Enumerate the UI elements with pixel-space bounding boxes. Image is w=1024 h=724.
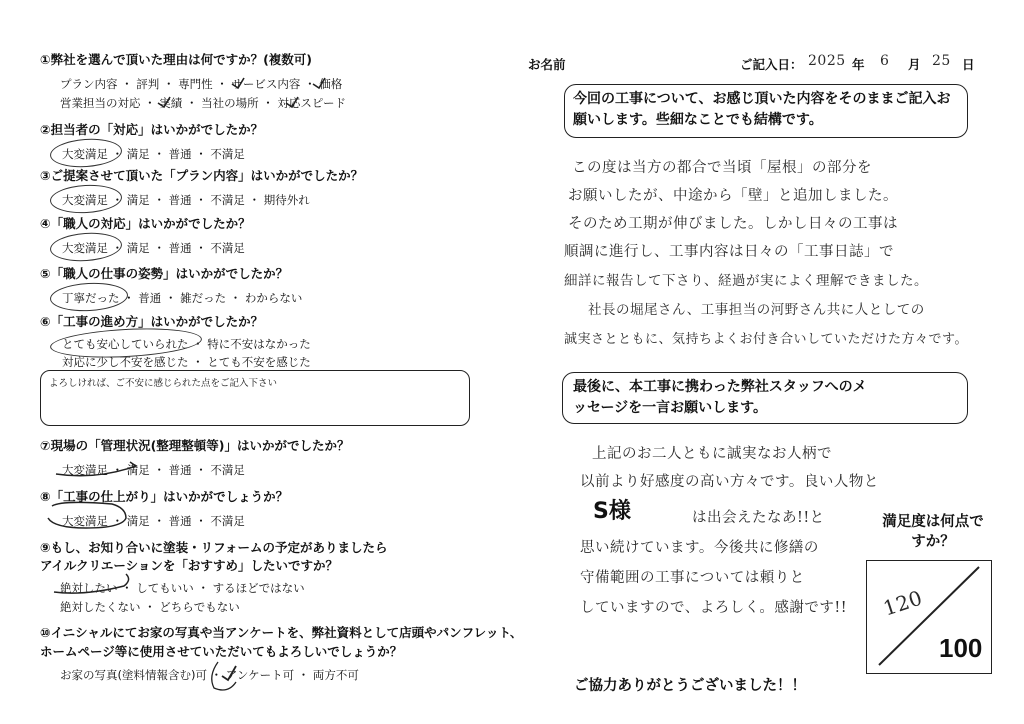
q7-title: ⑦現場の「管理状況(整理整頓等)」はいかがでしたか？ [40,438,350,453]
q3-title: ③ご提案させて頂いた「プラン内容」はいかがでしたか？ [40,168,364,183]
handwritten-line: 順調に進行し、工事内容は日々の「工事日誌」で [564,244,894,260]
score-box [866,560,992,674]
message-prompt-box [562,372,968,424]
comment-prompt-text: 今回の工事について、お感じ頂いた内容をそのままご記入お願いします。些細なことでも結構です。 [573,91,951,128]
q5-answer-circle [49,281,128,313]
name-label: お名前 [528,57,566,72]
q6-options-line2[interactable]: 対応に少し不安を感じた ・ とても不安を感じた [62,355,311,369]
handwritten-line: 誠実さとともに、気持ちよくお付き合いしていただけた方々です。 [564,332,968,347]
q1-options-line2[interactable]: 営業担当の対応 ・ 実績 ・ 当社の場所 ・ 対応スピード [60,96,346,110]
q9-title: ⑨もし、お知り合いに塗装・リフォームの予定がありましたら [40,540,388,555]
score-value: 120 [880,585,926,621]
handwritten-line: 思い続けています。今後共に修繕の [580,540,819,556]
q9-title-line2: アイルクリエーションを「おすすめ」したいですか？ [40,558,339,573]
handwritten-line: そのため工期が伸びました。しかし日々の工事は [568,216,898,232]
message-prompt-text: 最後に、本工事に携わった弊社スタッフへのメッセージを一言お願いします。 [573,379,867,416]
q3-answer-circle [49,183,122,215]
q10-options[interactable]: お家の写真(塗料情報含む)可 ・ アンケート可 ・ 両方不可 [60,668,359,682]
handwritten-line: は出会えたなあ!!と [692,510,825,526]
q5-title: ⑤「職人の仕事の姿勢」はいかがでしたか？ [40,266,289,281]
date-label: ご記入日： [740,57,803,72]
q2-options[interactable]: 大変満足 ・ 満足 ・ 普通 ・ 不満足 [62,147,245,161]
handwritten-line: 社長の堀尾さん、工事担当の河野さん共に人としての [588,302,925,318]
q7-options[interactable]: 大変満足 ・ 満足 ・ 普通 ・ 不満足 [62,463,245,477]
handwritten-line: 細詳に報告して下さり、経過が実によく理解できました。 [564,273,928,289]
score-max: 100 [939,633,983,663]
q2-answer-circle [49,137,123,170]
q8-title: ⑧「工事の仕上がり」はいかがでしょうか？ [40,489,289,504]
q6-note-box[interactable] [40,370,470,426]
comment-prompt-box [564,84,968,138]
day-unit: 日 [962,57,975,72]
q6-title: ⑥「工事の進め方」はいかがでしたか？ [40,314,264,329]
date-year: 2025 [808,53,846,69]
customer-initial: S様 [593,499,631,524]
q1-title: ①弊社を選んで頂いた理由は何ですか？(複数可) [40,52,313,67]
date-month: 6 [880,53,890,69]
handwritten-line: お願いしたが、中途から「壁」と追加しました。 [568,188,898,204]
q9-options-line1[interactable]: 絶対したい ・ してもいい ・ するほどではない [60,581,305,595]
handwritten-line: 以前より好感度の高い方々です。良い人物と [580,474,879,490]
handwritten-line: この度は当方の都合で当頃「屋根」の部分を [572,160,872,176]
q3-options[interactable]: 大変満足 ・ 満足 ・ 普通 ・ 不満足 ・ 期待外れ [62,193,310,207]
q6-options-line1[interactable]: とても安心していられた ・ 特に不安はなかった [62,337,311,351]
q4-options[interactable]: 大変満足 ・ 満足 ・ 普通 ・ 不満足 [62,241,245,255]
q10-title-line2: ホームページ等に使用させていただいてもよろしいでしょうか？ [40,644,403,659]
q8-options[interactable]: 大変満足 ・ 満足 ・ 普通 ・ 不満足 [62,514,245,528]
score-question: 満足度は何点ですか？ [882,514,984,550]
handwritten-line: 守備範囲の工事については頼りと [580,570,805,586]
month-unit: 月 [908,57,921,72]
q2-title: ②担当者の「対応」はいかがでしたか？ [40,122,264,137]
q10-check-mark [0,0,1,1]
q6-note-prompt: よろしければ、ご不安に感じられた点をご記入下さい [49,378,278,389]
q5-options[interactable]: 丁寧だった ・ 普通 ・ 雑だった ・ わからない [62,291,303,305]
q10-title: ⑩イニシャルにてお家の写真や当アンケートを、弊社資料として店頭やパンフレット、 [40,625,523,640]
date-day: 25 [932,53,951,69]
q9-options-line2[interactable]: 絶対したくない ・ どちらでもない [60,600,240,614]
q4-answer-circle [49,231,123,264]
handwritten-line: していますので、よろしく。感謝です!! [580,600,848,616]
thanks-message: ご協力ありがとうございました！！ [574,678,806,694]
q4-title: ④「職人の対応」はいかがでしたか？ [40,216,251,231]
handwritten-line: 上記のお二人ともに誠実なお人柄で [592,446,832,462]
q1-options-line1[interactable]: プラン内容 ・ 評判 ・ 専門性 ・ サービス内容 ・ 価格 [60,77,343,91]
year-unit: 年 [852,57,865,72]
